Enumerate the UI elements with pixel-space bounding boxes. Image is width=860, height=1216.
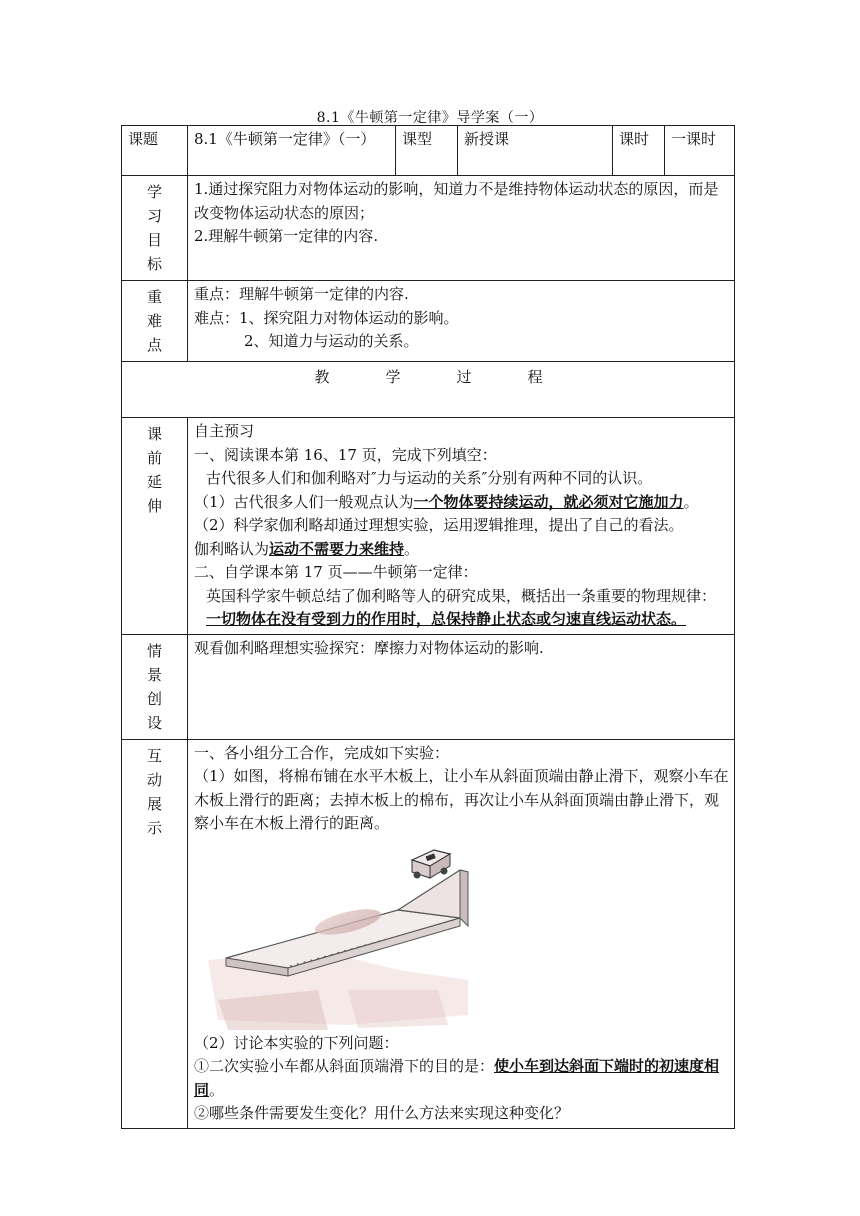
interact-question-2: ②哪些条件需要发生变化？用什么方法来实现这种变化？ — [194, 1104, 570, 1122]
answer-blank: 一切物体在没有受到力的作用时，总保持静止状态或匀速直线运动状态。 — [206, 610, 687, 628]
answer-blank: 一个物体要持续运动，就必须对它施加力 — [413, 492, 684, 511]
preview-paragraph-2: 英国科学家牛顿总结了伽利略等人的研究成果，概括出一条重要的物理规律：一切物体在没有受到力的作用时，总保持静止状态或匀速直线运动状态。 — [206, 586, 717, 628]
goals-row — [122, 176, 735, 281]
answer-blank: 使小车到达斜面下端时的初速度相同 — [194, 1057, 720, 1099]
focus-row — [122, 281, 735, 362]
interact-label: 互 动 展 示 — [122, 739, 188, 1128]
goal-2: 2.理解牛顿第一定律的内容. — [194, 227, 379, 245]
goal-1: 1.通过探究阻力对物体运动的影响，知道力不是维持物体运动状态的原因，而是改变物体运动状态的原因； — [194, 180, 719, 222]
process-heading: 教 学 过 程 — [122, 362, 735, 418]
incline-experiment-figure — [198, 840, 478, 1030]
lesson-plan-table — [121, 125, 735, 1129]
period-value: 一课时 — [665, 126, 735, 176]
focus-label: 重 难 点 — [122, 281, 188, 362]
header-row — [122, 126, 735, 176]
label-period: 课时 — [613, 126, 665, 176]
focus-content — [188, 281, 735, 362]
interact-section-1: 一、各小组分工合作，完成如下实验： — [194, 743, 450, 762]
interact-row — [122, 739, 735, 1128]
interact-step-1: （1）如图，将棉布铺在水平木板上，让小车从斜面顶端由静止滑下，观察小车在木板上滑行的距离；去掉木板上的棉布，再次让小车从斜面顶端由静止滑下，观察小车在木板上滑行的距离。 — [194, 767, 729, 832]
label-topic: 课题 — [122, 126, 188, 176]
scene-row — [122, 634, 735, 739]
preview-question-2-answer: 伽利略认为运动不需要力来维持。 — [194, 539, 420, 558]
focus-key: 重点：理解牛顿第一定律的内容. — [194, 285, 409, 303]
process-row — [122, 362, 735, 418]
preview-title: 自主预习 — [194, 422, 255, 440]
answer-blank: 运动不需要力来维持 — [269, 539, 405, 558]
preview-paragraph-1: 古代很多人们和伽利略对″力与运动的关系″分别有两种不同的认识。 — [206, 469, 653, 487]
preview-question-2: （2）科学家伽利略却通过理想实验，运用逻辑推理，提出了自己的看法。 — [194, 516, 684, 534]
interact-step-2: （2）讨论本实验的下列问题： — [194, 1033, 399, 1052]
preview-content — [188, 418, 735, 635]
focus-difficulty-1: 难点：1、探究阻力对物体运动的影响。 — [194, 308, 459, 327]
interact-content — [188, 739, 735, 1128]
goals-content — [188, 176, 735, 281]
preview-question-1: （1）古代很多人们一般观点认为一个物体要持续运动，就必须对它施加力。 — [194, 492, 699, 511]
topic-value: 8.1《牛顿第一定律》（一） — [188, 126, 396, 176]
label-type: 课型 — [396, 126, 458, 176]
document-title: 8.1《牛顿第一定律》导学案（一） — [316, 110, 544, 126]
scene-label: 情 景 创 设 — [122, 634, 188, 739]
goals-label: 学 习 目 标 — [122, 176, 188, 281]
preview-row — [122, 418, 735, 635]
preview-label: 课 前 延 伸 — [122, 418, 188, 635]
scene-text: 观看伽利略理想实验探究：摩擦力对物体运动的影响. — [194, 638, 544, 657]
type-value: 新授课 — [458, 126, 613, 176]
preview-section-1: 一、阅读课本第 16、17 页，完成下列填空： — [194, 445, 497, 464]
focus-difficulty-2: 2、知道力与运动的关系。 — [244, 332, 419, 350]
preview-section-2: 二、自学课本第 17 页——牛顿第一定律： — [194, 563, 478, 581]
interact-question-1: ①二次实验小车都从斜面顶端滑下的目的是：使小车到达斜面下端时的初速度相同。 — [194, 1057, 720, 1099]
scene-content — [188, 634, 735, 739]
